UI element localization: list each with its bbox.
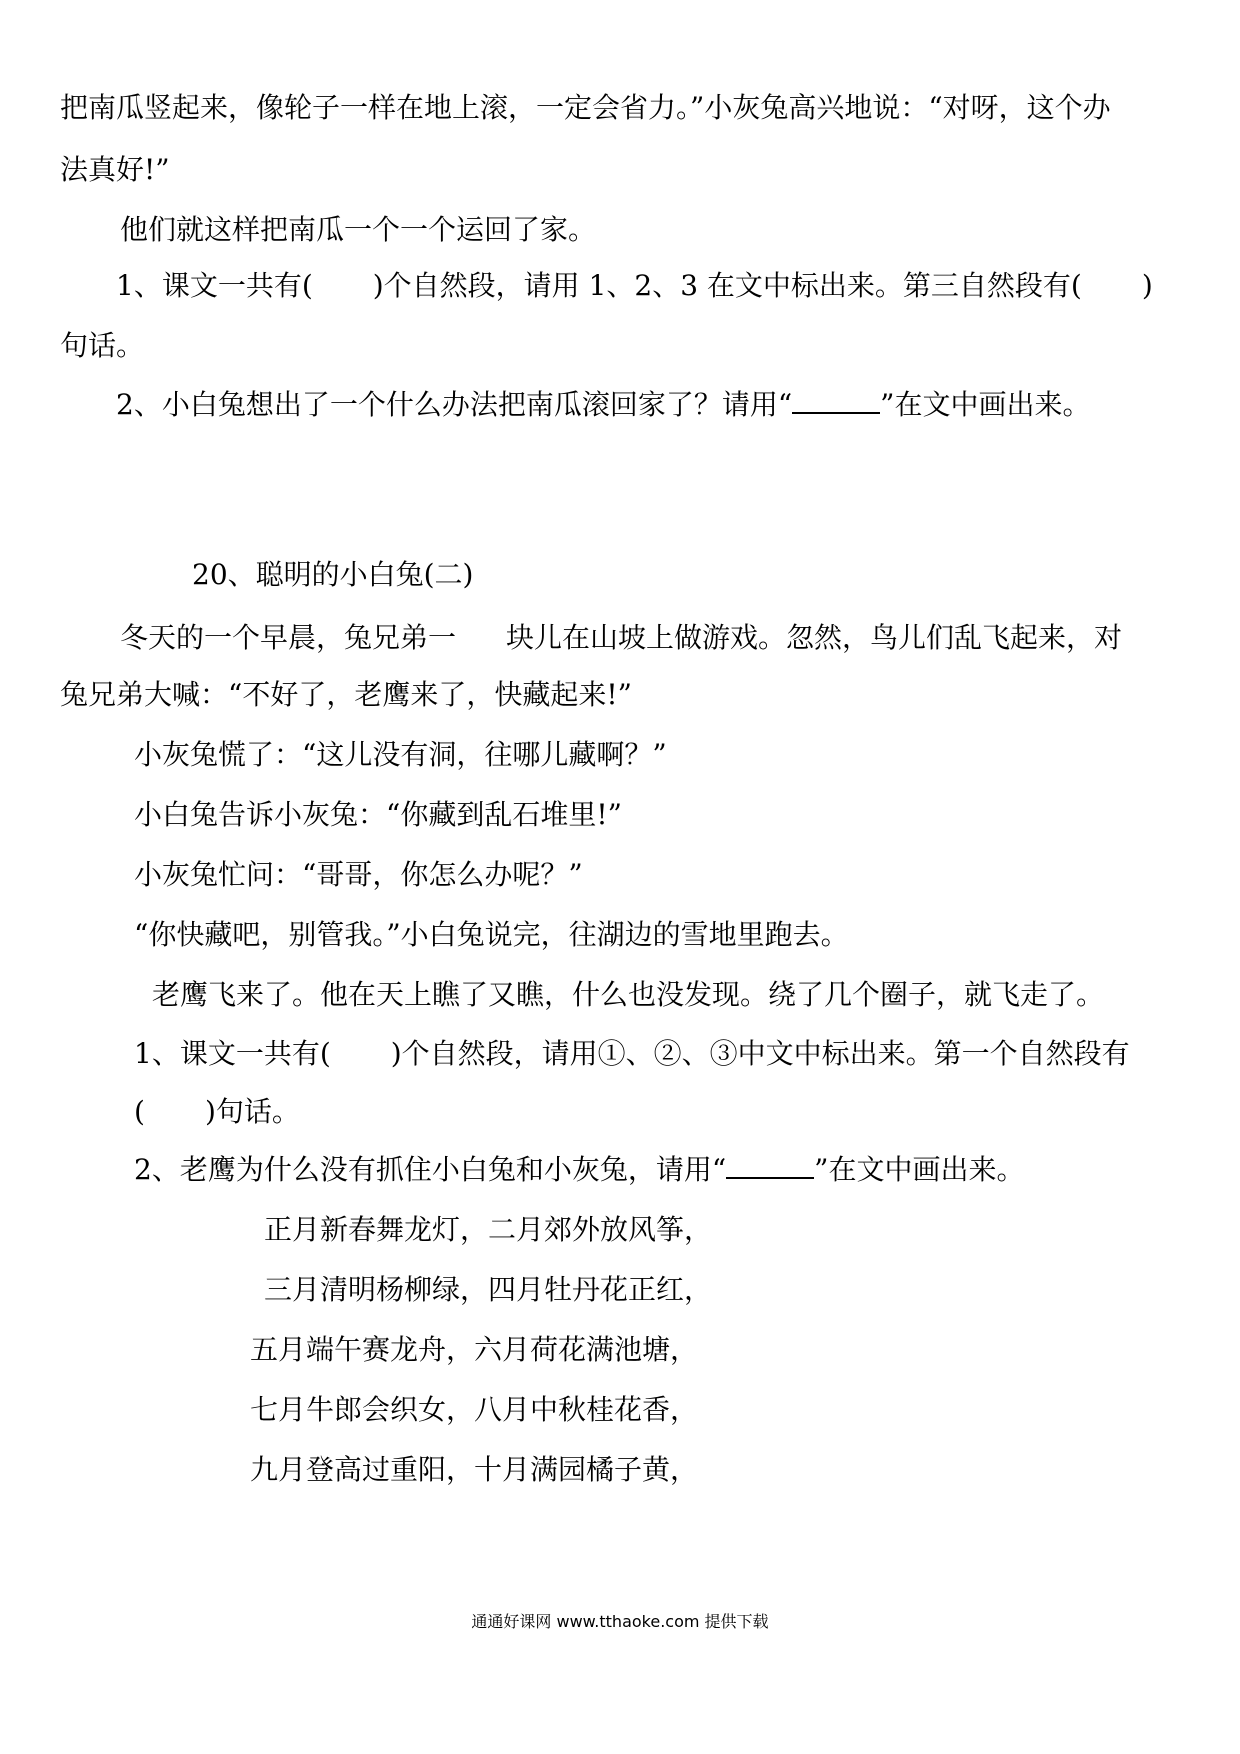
poem-line-5: 九月登高过重阳，十月满园橘子黄，	[250, 1453, 699, 1486]
question2-1-continued	[134, 1092, 300, 1132]
story2-paragraph-1-line-2: 兔兄弟大喊：“不好了，老鹰来了，快藏起来!”	[60, 678, 632, 711]
question2-1-text-b: )个自然段，请用①、②、③中文中标出来。第一个自然段有	[390, 1037, 1130, 1070]
poem-line-1: 正月新春舞龙灯，二月郊外放风筝，	[264, 1213, 713, 1246]
underline-blank	[726, 1155, 814, 1179]
question2-2-text-a: 2、老鹰为什么没有抓住小白兔和小灰兔，请用“	[134, 1153, 727, 1186]
story2-paragraph-6: 老鹰飞来了。他在天上瞧了又瞧，什么也没发现。绕了几个圈子，就飞走了。	[152, 978, 1105, 1011]
question2-2	[134, 1150, 1024, 1190]
poem-line-4: 七月牛郎会织女，八月中秋桂花香，	[250, 1393, 699, 1426]
question1-1-text-c: )	[1141, 269, 1153, 302]
question1-2	[116, 385, 1090, 425]
question2-2-text-b: ”在文中画出来。	[814, 1153, 1025, 1186]
question2-1-cont-b: )句话。	[204, 1095, 300, 1128]
question1-2-text-a: 2、小白兔想出了一个什么办法把南瓜滚回家了？请用“	[116, 388, 793, 421]
story2-paragraph-2: 小灰兔慌了：“这儿没有洞，往哪儿藏啊？”	[134, 738, 667, 771]
story2-paragraph-1-line-1	[120, 618, 1122, 658]
story2-paragraph-3: 小白兔告诉小灰兔：“你藏到乱石堆里!”	[134, 798, 622, 831]
story2-paragraph-4: 小灰兔忙问：“哥哥，你怎么办呢？”	[134, 858, 583, 891]
question2-1-cont-a: (	[134, 1095, 145, 1128]
question2-1	[134, 1034, 1130, 1074]
story1-line-1: 把南瓜竖起来，像轮子一样在地上滚，一定会省力。”小灰兔高兴地说：“对呀，这个办	[60, 91, 1111, 124]
underline-blank	[792, 390, 880, 414]
question2-1-text-a: 1、课文一共有(	[134, 1037, 331, 1070]
poem-line-2: 三月清明杨柳绿，四月牡丹花正红，	[264, 1273, 713, 1306]
poem-line-3: 五月端午赛龙舟，六月荷花满池塘，	[250, 1333, 699, 1366]
story2-paragraph-1-text-b: 块儿在山坡上做游戏。忽然，鸟儿们乱飞起来，对	[506, 621, 1123, 654]
story2-paragraph-1-text-a: 冬天的一个早晨，兔兄弟一	[120, 621, 457, 654]
story1-line-3: 他们就这样把南瓜一个一个运回了家。	[120, 213, 597, 246]
question1-2-text-b: ”在文中画出来。	[880, 388, 1091, 421]
footer-watermark: 通通好课网 www.tthaoke.com 提供下载	[471, 1612, 769, 1631]
question1-1	[116, 266, 1153, 306]
story1-line-2: 法真好!”	[60, 153, 170, 186]
question1-1-text-b: )个自然段，请用 1、2、3 在文中标出来。第三自然段有(	[372, 269, 1082, 302]
question1-1-text-a: 1、课文一共有(	[116, 269, 313, 302]
question1-1-continued: 句话。	[60, 329, 145, 362]
story2-title: 20、聪明的小白兔(二)	[192, 558, 474, 591]
story2-paragraph-5: “你快藏吧，别管我。”小白兔说完，往湖边的雪地里跑去。	[134, 918, 849, 951]
